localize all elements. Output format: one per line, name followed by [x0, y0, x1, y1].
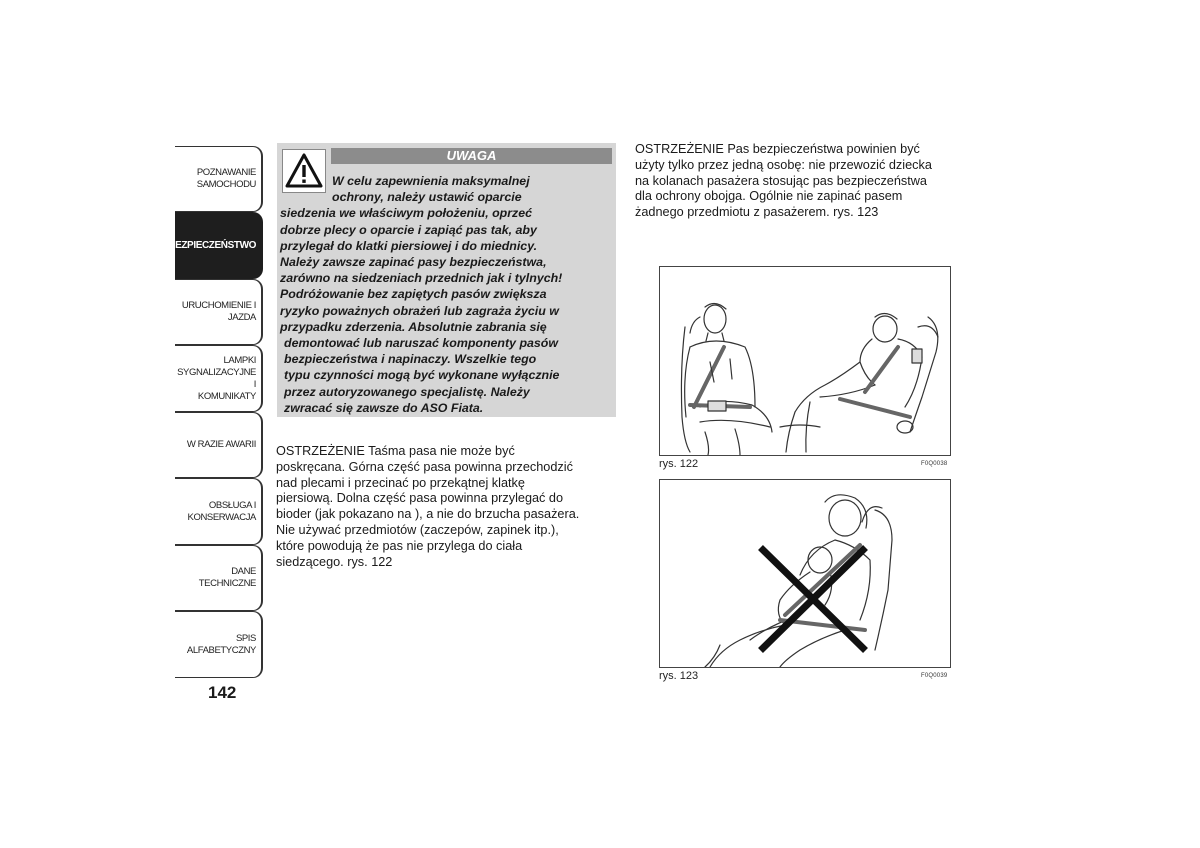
warning-line: ryzyko poważnych obrażeń lub zagraża życiu w [280, 303, 559, 318]
tab-label-line: KOMUNIKATY [197, 390, 256, 402]
warning-line: typu czynności mogą być wykonane wyłącznie [284, 368, 560, 383]
warning-line: siedzenia we właściwym położeniu, oprzeć [280, 206, 533, 221]
child-on-lap-illustration [660, 480, 950, 667]
tab-label-line: KONSERWACJA [187, 511, 256, 523]
warning-line: Podróżowanie bez zapiętych pasów zwiększa [280, 287, 547, 302]
warning-line: zwracać się zawsze do ASO Fiata. [284, 400, 484, 415]
page-number: 142 [208, 683, 237, 702]
paragraph-one-person [635, 142, 980, 221]
warning-line: Należy zawsze zapinać pasy bezpieczeństwa, [280, 255, 547, 270]
warning-text [280, 173, 613, 416]
tab-label-line: LAMPKI [223, 354, 256, 366]
warning-line: ochrony, należy ustawić oparcie [332, 190, 522, 205]
figure-code: F0Q0038 [921, 461, 948, 467]
figure-caption: rys. 123 [659, 670, 699, 682]
paragraph-line: na kolanach pasażera stosując pas bezpieczeństwa [635, 173, 927, 188]
tab-w-razie-awarii[interactable] [175, 412, 263, 478]
tab-label-line: DANE TECHNICZNE [198, 566, 256, 589]
tab-spis-alfabetyczny[interactable] [175, 611, 263, 678]
figure-incorrect-belt-use [659, 479, 951, 668]
tab-bezpieczenstwo[interactable] [168, 212, 263, 279]
figure-caption: rys. 122 [659, 458, 699, 470]
warning-line: przylegał do klatki piersiowej i do miednicy. [280, 238, 538, 253]
warning-line: przypadku zderzenia. Absolutnie zabrania się [280, 319, 547, 334]
warning-line: bezpieczeństwa i napinaczy. Wszelkie tego [284, 352, 537, 367]
warning-line: dobrze plecy o oparcie i zapiąć pas tak, aby [280, 222, 537, 237]
paragraph-line: OSTRZEŻENIE Pas bezpieczeństwa powinien być [635, 142, 920, 156]
paragraph-line: żadnego przedmiotu z pasażerem. rys. 123 [635, 205, 879, 220]
tab-label-line: SPIS ALFABETYCZNY [186, 632, 256, 656]
seated-passengers-illustration [660, 267, 950, 455]
paragraph-belt-routing [276, 444, 616, 570]
warning-line: demontować lub naruszać komponenty pasów [284, 336, 559, 351]
tab-label-line: W RAZIE AWARII [186, 439, 256, 450]
figure-correct-belt-use [659, 266, 951, 456]
tab-uruchomienie-i-jazda[interactable] [175, 279, 263, 345]
tab-label-line: OBSŁUGA I [208, 499, 256, 511]
tab-label-line: SAMOCHODU [196, 179, 256, 190]
paragraph-line: dla ochrony obojga. Ogólnie nie zapinać pasem [635, 189, 903, 204]
tab-lampki-sygnalizacyjne[interactable] [175, 345, 263, 412]
warning-line: zarówno na siedzeniach przednich jak i tylnych! [280, 271, 563, 286]
figure-code: F0Q0039 [921, 673, 948, 679]
tab-poznawanie-samochodu[interactable] [175, 146, 263, 212]
tab-obsluga-i-konserwacja[interactable] [175, 478, 263, 545]
tab-label-line: JAZDA [227, 312, 256, 323]
paragraph-line: OSTRZEŻENIE Taśma pasa nie może być [276, 444, 515, 458]
paragraph-line: użyty tylko przez jedną osobę: nie przewozić dziecka [635, 157, 932, 172]
paragraph-line: siedzącego. rys. 122 [276, 554, 393, 569]
paragraph-line: Nie używać przedmiotów (zaczepów, zapinek itp.), [276, 522, 559, 537]
paragraph-line: piersiową. Dolna część pasa powinna przylegać do [276, 491, 564, 506]
paragraph-line: które powodują że pas nie przylega do ciała [276, 538, 523, 553]
paragraph-line: poskręcana. Górna część pasa powinna przechodzić [276, 459, 573, 474]
paragraph-line: bioder (jak pokazano na ), a nie do brzucha pasażera. [276, 507, 580, 522]
paragraph-line: nad plecami i przecinać po przekątnej klatkę [276, 475, 525, 490]
tab-label-line: POZNAWANIE [196, 167, 256, 178]
tab-dane-techniczne[interactable] [175, 545, 263, 611]
warning-line: przez autoryzowanego specjalistę. Należy [284, 384, 530, 399]
tab-label-line: URUCHOMIENIE I [181, 300, 256, 311]
warning-title: UWAGA [331, 148, 612, 164]
tab-label-line: SYGNALIZACYJNE I [177, 366, 256, 390]
tab-label-line: BEZPIECZEŃSTWO [168, 239, 256, 251]
warning-line: W celu zapewnienia maksymalnej [332, 174, 530, 188]
